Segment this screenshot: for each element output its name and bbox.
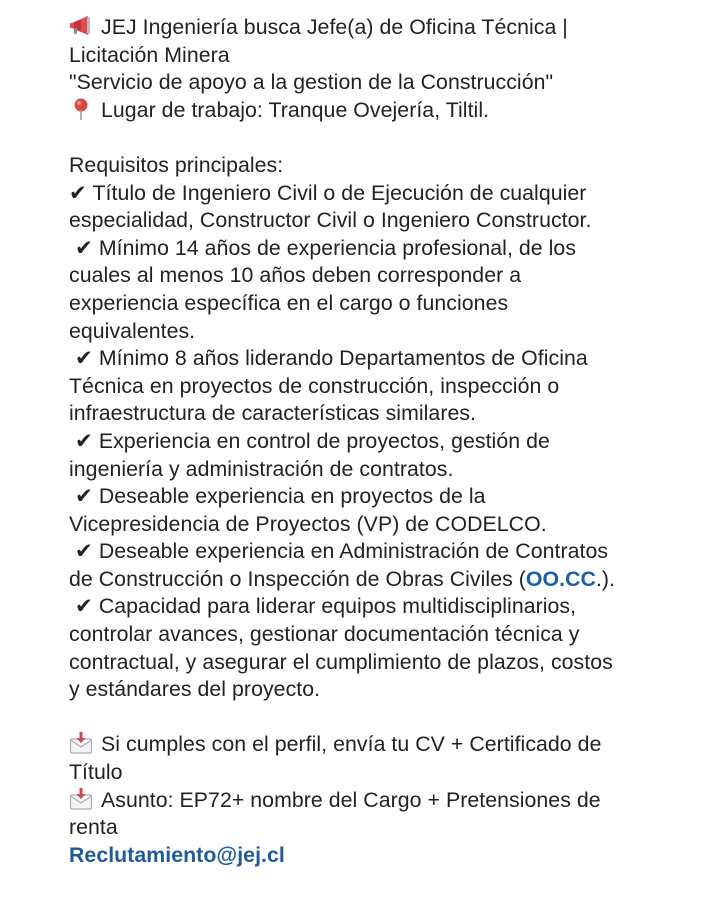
requirement-7-line-1: ✔ Capacidad para liderar equipos multidisciplinarios, [74, 594, 577, 619]
check-icon: ✔ [74, 428, 93, 453]
requirement-3-line-2: Técnica en proyectos de construcción, inspección o [69, 373, 560, 398]
location-line: Lugar de trabajo: Tranque Ovejería, Tiltil. [69, 97, 689, 125]
requirements-heading: Requisitos principales: [69, 152, 284, 177]
requirement-1-line-2: especialidad, Constructor Civil o Ingeniero Constructor. [69, 208, 592, 233]
envelope-arrow-icon [69, 732, 93, 754]
requirement-3-line-1: ✔ Mínimo 8 años liderando Departamentos de Oficina [74, 346, 588, 371]
pushpin-icon [73, 98, 89, 120]
requirement-2-line-3: experiencia específica en el cargo o funciones [69, 290, 509, 315]
oocc-link[interactable]: OO.CC [525, 566, 596, 591]
requirement-7-line-3: contractual, y asegurar el cumplimiento de plazos, costos [69, 649, 613, 674]
check-icon: ✔ [74, 346, 93, 371]
requirement-2-line-2: cuales al menos 10 años deben corresponder a [69, 263, 522, 288]
subject-line-1: Asunto: EP72+ nombre del Cargo + Pretensiones de [69, 787, 689, 815]
requirement-5-line-1: ✔ Deseable experiencia en proyectos de la [74, 484, 486, 509]
requirement-7-line-4: y estándares del proyecto. [69, 677, 321, 702]
service-line: "Servicio de apoyo a la gestion de la Construcción" [69, 70, 554, 95]
check-icon: ✔ [74, 235, 93, 260]
email-link[interactable] [69, 842, 689, 870]
subject-line-2: renta [69, 815, 118, 840]
requirement-7-line-2: controlar avances, gestionar documentación técnica y [69, 622, 580, 647]
title-line-2: Licitación Minera [69, 42, 230, 67]
requirement-5-line-2: Vicepresidencia de Proyectos (VP) de CODELCO. [69, 511, 547, 536]
requirement-4-line-1: ✔ Experiencia en control de proyectos, gestión de [74, 428, 550, 453]
megaphone-icon [69, 15, 93, 37]
check-icon: ✔ [69, 180, 87, 205]
title-line-1: JEJ Ingeniería busca Jefe(a) de Oficina Técnica | [69, 14, 689, 42]
spacer [69, 124, 689, 152]
check-icon: ✔ [74, 484, 93, 509]
requirement-1-line-1: ✔ Título de Ingeniero Civil o de Ejecución de cualquier [69, 180, 587, 205]
requirement-2-line-4: equivalentes. [69, 318, 196, 343]
job-post [69, 14, 689, 869]
check-icon: ✔ [74, 594, 93, 619]
apply-line-2: Título [69, 760, 123, 785]
check-icon: ✔ [74, 539, 93, 564]
spacer [69, 704, 689, 732]
apply-line-1: Si cumples con el perfil, envía tu CV + Certificado de [69, 731, 689, 759]
envelope-arrow-icon [69, 788, 93, 810]
email-address[interactable]: Reclutamiento@jej.cl [69, 842, 285, 867]
requirement-6-line-1: ✔ Deseable experiencia en Administración de Contratos [74, 539, 609, 564]
requirement-3-line-3: infraestructura de características similares. [69, 401, 477, 426]
requirement-4-line-2: ingeniería y administración de contratos. [69, 456, 454, 481]
requirement-6-line-2: de Construcción o Inspección de Obras Civiles (OO.CC.). [69, 566, 616, 591]
requirement-2-line-1: ✔ Mínimo 14 años de experiencia profesional, de los [74, 235, 577, 260]
